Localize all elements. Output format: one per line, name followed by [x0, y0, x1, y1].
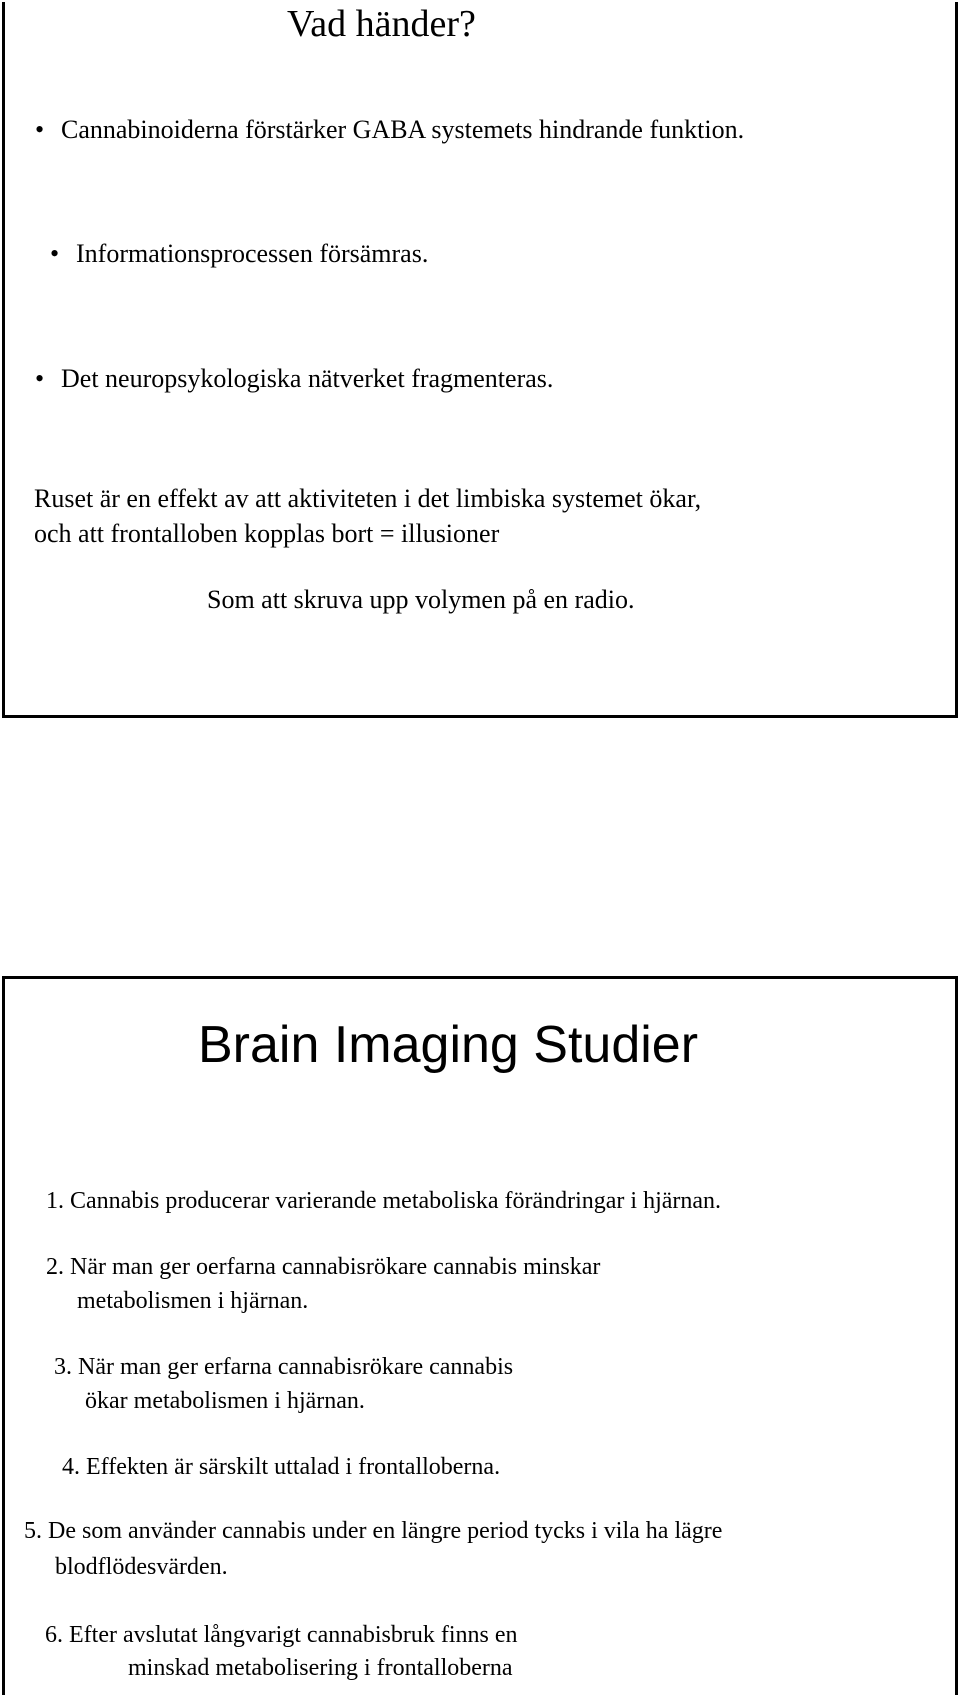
bullet-icon: •	[35, 115, 45, 144]
slide-2-title: Brain Imaging Studier	[198, 1016, 699, 1074]
bullet-text: Informationsprocessen försämras.	[76, 239, 429, 268]
list-item-line: 4. Effekten är särskilt uttalad i frontalloberna.	[62, 1454, 501, 1480]
slide-2	[2, 976, 958, 1695]
paragraph-line: och att frontalloben kopplas bort = illusioner	[34, 519, 500, 548]
list-item-line: minskad metabolisering i frontalloberna	[128, 1655, 513, 1681]
paragraph-line: Ruset är en effekt av att aktiviteten i det limbiska systemet ökar,	[34, 484, 702, 513]
list-item-line: ökar metabolismen i hjärnan.	[85, 1388, 365, 1414]
slide-1-title: Vad händer?	[287, 3, 476, 45]
list-item-line: blodflödesvärden.	[55, 1554, 228, 1580]
bullet-icon: •	[35, 364, 45, 393]
bullet-text: Det neuropsykologiska nätverket fragmenteras.	[61, 364, 554, 393]
list-item-line: 3. När man ger erfarna cannabisrökare cannabis	[54, 1354, 514, 1380]
bullet-item	[50, 239, 429, 269]
bullet-item	[35, 115, 745, 145]
bullet-text: Cannabinoiderna förstärker GABA systemets hindrande funktion.	[61, 115, 745, 144]
list-item-line: 2. När man ger oerfarna cannabisrökare cannabis minskar	[46, 1254, 601, 1280]
slide-1-note: Som att skruva upp volymen på en radio.	[207, 585, 635, 614]
bullet-icon: •	[50, 239, 60, 268]
list-item-line: metabolismen i hjärnan.	[77, 1288, 309, 1314]
list-item-line: 1. Cannabis producerar varierande metaboliska förändringar i hjärnan.	[46, 1188, 722, 1214]
list-item-line: 5. De som använder cannabis under en längre period tycks i vila ha lägre	[24, 1518, 723, 1544]
bullet-item	[35, 364, 554, 394]
slide-1	[2, 2, 958, 718]
list-item-line: 6. Efter avslutat långvarigt cannabisbruk finns en	[45, 1622, 518, 1648]
